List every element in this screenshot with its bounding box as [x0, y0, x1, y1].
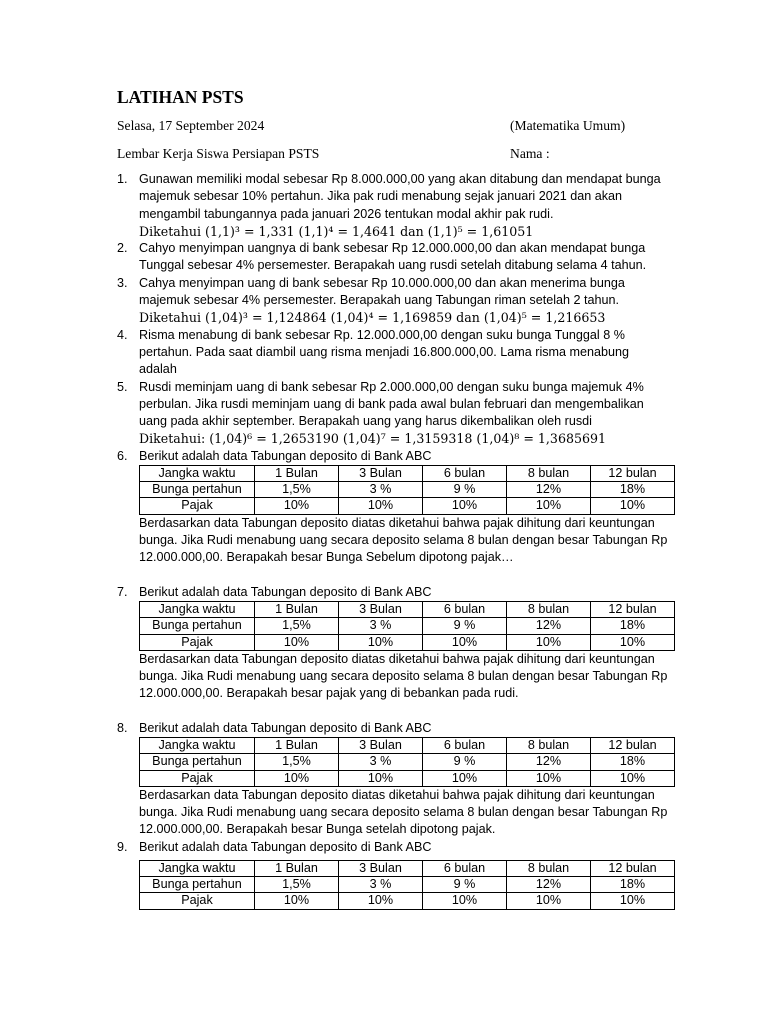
- question-text: Tunggal sebesar 4% persemester. Berapakah uang rusdi setelah ditabung selama 4 tahun.: [139, 258, 647, 273]
- subject-text: (Matematika Umum): [510, 118, 626, 133]
- question-4: [117, 327, 677, 379]
- table-cell: 10%: [591, 498, 675, 514]
- table-cell: 10%: [423, 634, 507, 650]
- table-header-row: [140, 602, 675, 618]
- known-values: Diketahui: (1,04)⁶ = 1,2653190 (1,04)⁷ = 1,3159318 (1,04)⁸ = 1,3685691: [139, 431, 607, 447]
- question-3: [117, 275, 677, 327]
- question-number: 3.: [117, 275, 128, 290]
- table-cell: 3 Bulan: [339, 602, 423, 618]
- table-cell: 3 %: [339, 877, 423, 893]
- question-number: 2.: [117, 241, 128, 256]
- table-cell: Bunga pertahun: [140, 618, 255, 634]
- question-text: Berdasarkan data Tabungan deposito diatas diketahui bahwa pajak dihitung dari keuntungan: [139, 651, 655, 666]
- table-cell: 1 Bulan: [255, 466, 339, 482]
- question-intro: Berikut adalah data Tabungan deposito di Bank ABC: [139, 448, 432, 463]
- table-cell: 9 %: [423, 754, 507, 770]
- table-cell: 10%: [255, 498, 339, 514]
- table-cell: 1 Bulan: [255, 602, 339, 618]
- deposit-table: [139, 465, 675, 515]
- question-text: Rusdi meminjam uang di bank sebesar Rp 2.000.000,00 dengan suku bunga majemuk 4%: [139, 379, 644, 394]
- question-text: bunga. Jika Rudi menabung uang secara deposito selama 8 bulan dengan besar Tabungan Rp: [139, 669, 668, 684]
- table-cell: 6 bulan: [423, 466, 507, 482]
- question-number: 9.: [117, 839, 128, 854]
- question-7: [117, 584, 677, 703]
- question-intro: Berikut adalah data Tabungan deposito di Bank ABC: [139, 720, 432, 735]
- question-number: 7.: [117, 584, 128, 599]
- table-cell: 3 Bulan: [339, 466, 423, 482]
- table-cell: 12 bulan: [591, 602, 675, 618]
- table-cell: Jangka waktu: [140, 466, 255, 482]
- question-number: 4.: [117, 327, 128, 342]
- question-text: 12.000.000,00. Berapakah besar Bunga Sebelum dipotong pajak…: [139, 550, 514, 565]
- question-number: 1.: [117, 172, 128, 186]
- question-text: Berdasarkan data Tabungan deposito diatas diketahui bahwa pajak dihitung dari keuntungan: [139, 787, 655, 802]
- question-number: 8.: [117, 720, 128, 735]
- table-cell: 6 bulan: [423, 602, 507, 618]
- spacer: [117, 567, 677, 584]
- table-row: [140, 893, 675, 909]
- question-8: [117, 720, 677, 839]
- table-cell: Pajak: [140, 498, 255, 514]
- table-cell: 10%: [339, 498, 423, 514]
- question-number: 5.: [117, 379, 128, 394]
- page-title: LATIHAN PSTS: [117, 87, 244, 107]
- table-cell: 18%: [591, 877, 675, 893]
- question-text: 12.000.000,00. Berapakah besar Bunga setelah dipotong pajak.: [139, 822, 496, 837]
- sheet-title: Lembar Kerja Siswa Persiapan PSTS: [117, 146, 320, 161]
- question-text: Gunawan memiliki modal sebesar Rp 8.000.000,00 yang akan ditabung dan mendapat bunga: [139, 172, 661, 186]
- question-text: Cahya menyimpan uang di bank sebesar Rp 10.000.000,00 dan akan menerima bunga: [139, 275, 625, 290]
- known-values: Diketahui (1,1)³ = 1,331 (1,1)⁴ = 1,4641 dan (1,1)⁵ = 1,61051: [139, 223, 534, 239]
- table-cell: Bunga pertahun: [140, 482, 255, 498]
- question-intro: Berikut adalah data Tabungan deposito di Bank ABC: [139, 584, 432, 599]
- table-cell: 8 bulan: [507, 602, 591, 618]
- table-cell: Bunga pertahun: [140, 877, 255, 893]
- question-intro: Berikut adalah data Tabungan deposito di Bank ABC: [139, 839, 432, 854]
- table-header-row: [140, 466, 675, 482]
- table-cell: 10%: [339, 770, 423, 786]
- table-row: [140, 498, 675, 514]
- table-cell: 6 bulan: [423, 738, 507, 754]
- table-cell: 10%: [423, 770, 507, 786]
- table-cell: Jangka waktu: [140, 602, 255, 618]
- table-cell: 18%: [591, 754, 675, 770]
- table-cell: 12%: [507, 754, 591, 770]
- table-row: [140, 618, 675, 634]
- question-text: pertahun. Pada saat diambil uang risma menjadi 16.800.000,00. Lama risma menabung: [139, 344, 630, 359]
- question-text: Risma menabung di bank sebesar Rp. 12.000.000,00 dengan suku bunga Tunggal 8 %: [139, 327, 625, 342]
- table-row: [140, 877, 675, 893]
- deposit-table: [139, 860, 675, 910]
- table-cell: 10%: [339, 893, 423, 909]
- table-row: [140, 482, 675, 498]
- table-header-row: [140, 738, 675, 754]
- table-cell: 10%: [507, 893, 591, 909]
- table-row: [140, 754, 675, 770]
- table-cell: 10%: [591, 634, 675, 650]
- question-text: majemuk sebesar 10% pertahun. Jika pak rudi menabung sejak januari 2021 dan akan: [139, 189, 623, 204]
- question-list: [117, 171, 677, 910]
- table-cell: 3 %: [339, 754, 423, 770]
- table-cell: 10%: [339, 634, 423, 650]
- table-cell: 1 Bulan: [255, 738, 339, 754]
- table-cell: 18%: [591, 482, 675, 498]
- table-cell: 9 %: [423, 877, 507, 893]
- question-text: Berdasarkan data Tabungan deposito diatas diketahui bahwa pajak dihitung dari keuntungan: [139, 515, 655, 530]
- table-cell: 10%: [507, 770, 591, 786]
- table-cell: 1 Bulan: [255, 861, 339, 877]
- question-text: Cahyo menyimpan uangnya di bank sebesar Rp 12.000.000,00 dan akan mendapat bunga: [139, 241, 646, 256]
- table-cell: 10%: [423, 893, 507, 909]
- table-cell: 8 bulan: [507, 738, 591, 754]
- table-cell: Pajak: [140, 634, 255, 650]
- question-text: uang pada akhir september. Berapakah uang yang harus dikembalikan oleh rusdi: [139, 414, 592, 429]
- table-cell: Pajak: [140, 893, 255, 909]
- name-label: Nama :: [510, 146, 550, 161]
- deposit-table: [139, 737, 675, 787]
- known-values: Diketahui (1,04)³ = 1,124864 (1,04)⁴ = 1,169859 dan (1,04)⁵ = 1,216653: [139, 310, 606, 326]
- question-text: 12.000.000,00. Berapakah besar pajak yang di bebankan pada rudi.: [139, 686, 519, 701]
- table-cell: 10%: [255, 634, 339, 650]
- question-number: 6.: [117, 448, 128, 463]
- table-cell: 12 bulan: [591, 738, 675, 754]
- table-cell: 3 Bulan: [339, 861, 423, 877]
- table-cell: 1,5%: [255, 877, 339, 893]
- table-cell: 10%: [255, 770, 339, 786]
- table-row: [140, 770, 675, 786]
- table-cell: 1,5%: [255, 618, 339, 634]
- question-text: adalah: [139, 362, 177, 377]
- table-cell: 10%: [255, 893, 339, 909]
- question-text: bunga. Jika Rudi menabung uang secara deposito selama 8 bulan dengan besar Tabungan Rp: [139, 805, 668, 820]
- date-text: Selasa, 17 September 2024: [117, 118, 265, 133]
- table-cell: 3 %: [339, 618, 423, 634]
- table-row: [140, 634, 675, 650]
- table-cell: 6 bulan: [423, 861, 507, 877]
- table-cell: Jangka waktu: [140, 738, 255, 754]
- question-text: majemuk sebesar 4% persemester. Berapakah uang Tabungan riman setelah 2 tahun.: [139, 293, 620, 308]
- table-cell: 10%: [507, 634, 591, 650]
- table-cell: 1,5%: [255, 754, 339, 770]
- table-cell: Bunga pertahun: [140, 754, 255, 770]
- question-text: perbulan. Jika rusdi meminjam uang di bank pada awal bulan februari dan mengembalikan: [139, 396, 644, 411]
- table-cell: 10%: [507, 498, 591, 514]
- table-cell: 12%: [507, 877, 591, 893]
- table-cell: 8 bulan: [507, 861, 591, 877]
- table-cell: 3 %: [339, 482, 423, 498]
- table-cell: Jangka waktu: [140, 861, 255, 877]
- table-cell: 8 bulan: [507, 466, 591, 482]
- table-cell: 12%: [507, 482, 591, 498]
- table-cell: 1,5%: [255, 482, 339, 498]
- table-cell: 12 bulan: [591, 861, 675, 877]
- question-5: [117, 379, 677, 448]
- table-cell: 10%: [423, 498, 507, 514]
- table-cell: 3 Bulan: [339, 738, 423, 754]
- table-cell: Pajak: [140, 770, 255, 786]
- question-6: [117, 448, 677, 567]
- table-header-row: [140, 861, 675, 877]
- question-text: mengambil tabungannya pada januari 2026 tentukan modal akhir pak rudi.: [139, 206, 554, 221]
- table-cell: 10%: [591, 893, 675, 909]
- table-cell: 10%: [591, 770, 675, 786]
- question-9: [117, 839, 677, 910]
- question-2: [117, 240, 677, 275]
- table-cell: 9 %: [423, 482, 507, 498]
- table-cell: 12 bulan: [591, 466, 675, 482]
- table-cell: 12%: [507, 618, 591, 634]
- question-text: bunga. Jika Rudi menabung uang secara deposito selama 8 bulan dengan besar Tabungan Rp: [139, 532, 668, 547]
- deposit-table: [139, 601, 675, 651]
- table-cell: 18%: [591, 618, 675, 634]
- table-cell: 9 %: [423, 618, 507, 634]
- spacer: [117, 703, 677, 720]
- question-1: [117, 171, 677, 240]
